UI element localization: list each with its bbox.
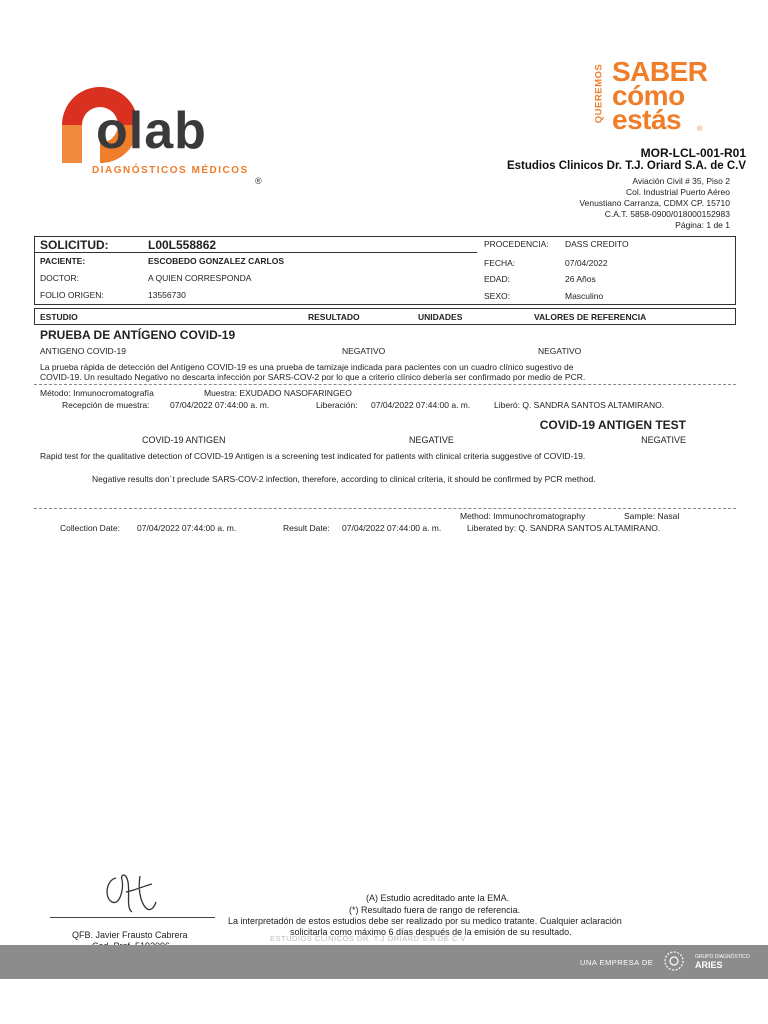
aries-globe-icon bbox=[662, 950, 686, 972]
reception-label: Recepción de muestra: bbox=[62, 400, 150, 410]
footer-note-ema: (A) Estudio acreditado ante la EMA. bbox=[366, 893, 510, 903]
section-divider-1 bbox=[34, 384, 736, 385]
folio-label: FOLIO ORIGEN: bbox=[40, 290, 104, 300]
edad-value: 26 Años bbox=[565, 274, 596, 284]
logo-registered-mark: ® bbox=[255, 176, 262, 186]
doctor-label: DOCTOR: bbox=[40, 273, 80, 283]
footer-company-tag: UNA EMPRESA DE bbox=[580, 958, 654, 967]
test-note-es-line-1: La prueba rápida de detección del Antígeno COVID-19 es una prueba de tamizaje indicada para pacientes con un cuadro clínico sugestivo de bbox=[40, 362, 574, 372]
fecha-value: 07/04/2022 bbox=[565, 258, 608, 268]
address-line-1: Aviación Civil # 35, Piso 2 bbox=[632, 176, 730, 186]
test-name-en: COVID-19 ANTIGEN bbox=[142, 435, 226, 445]
release-date: 07/04/2022 07:44:00 a. m. bbox=[371, 400, 471, 410]
test-title-es: PRUEBA DE ANTÍGENO COVID-19 bbox=[40, 328, 236, 342]
slogan-side-text: QUEREMOS bbox=[593, 63, 605, 124]
footer-note-interpretation: La interpretadón de estos estudios debe ser realizado por su medico tratante. Cualquier aclaración bbox=[228, 916, 622, 926]
patient-info-box bbox=[34, 236, 736, 305]
sexo-value: Masculino bbox=[565, 291, 604, 301]
footer-group-aries: ARIES bbox=[695, 960, 723, 970]
result-date: 07/04/2022 07:44:00 a. m. bbox=[342, 523, 442, 533]
column-valores-referencia: VALORES DE REFERENCIA bbox=[534, 312, 647, 322]
footer-group-small: GRUPO DIAGNÓSTICO bbox=[695, 954, 750, 960]
test-result-es: NEGATIVO bbox=[342, 346, 386, 356]
method-es: Método: Inmunocromatografía bbox=[40, 388, 154, 398]
paciente-label: PACIENTE: bbox=[40, 256, 86, 266]
section-divider-2 bbox=[34, 508, 736, 509]
slogan-registered-mark: ® bbox=[697, 126, 703, 133]
collection-label: Collection Date: bbox=[60, 523, 121, 533]
test-result-en: NEGATIVE bbox=[409, 435, 454, 445]
logo-subtitle: DIAGNÓSTICOS MÉDICOS bbox=[92, 165, 249, 176]
liberated-by-en: Liberated by: Q. SANDRA SANTOS ALTAMIRANO. bbox=[467, 523, 661, 533]
footer-watermark: ESTUDIOS CLINICOS DR. T.J ORIARD S.A DE C.V bbox=[270, 934, 466, 943]
signature-line bbox=[50, 917, 215, 918]
sexo-label: SEXO: bbox=[484, 291, 510, 301]
footer-note-clarification: solicitarla como máximo 6 días después de la emisión de su resultado. bbox=[290, 927, 572, 937]
signer-name: QFB. Javier Frausto Cabrera bbox=[72, 930, 188, 940]
test-note-es-line-2: COVID-19. Un resultado Negativo no descarta infección por SARS-COV-2 por lo que a criterio clínico debería ser confirmado por medio de PCR. bbox=[40, 372, 586, 382]
column-unidades: UNIDADES bbox=[418, 312, 463, 322]
doctor-value: A QUIEN CORRESPONDA bbox=[148, 273, 252, 283]
test-reference-es: NEGATIVO bbox=[538, 346, 582, 356]
edad-label: EDAD: bbox=[484, 274, 510, 284]
solicitud-value: L00L558862 bbox=[148, 238, 217, 252]
page-number: Página: 1 de 1 bbox=[675, 220, 730, 230]
slogan-line-3: estás bbox=[612, 104, 682, 135]
test-note-en-2: Negative results don´t preclude SARS-COV-2 infection, therefore, according to clinical criteria, it should be confirmed by PCR method. bbox=[92, 474, 596, 484]
test-note-en-1: Rapid test for the qualitative detection of COVID-19 Antigen is a screening test indicated for patients with clinical criteria suggestive of COVID-19. bbox=[40, 451, 586, 461]
paciente-value: ESCOBEDO GONZALEZ CARLOS bbox=[148, 256, 285, 266]
released-by-es: Liberó: Q. SANDRA SANTOS ALTAMIRANO. bbox=[494, 400, 665, 410]
document-code: MOR-LCL-001-R01 bbox=[640, 146, 746, 160]
collection-date: 07/04/2022 07:44:00 a. m. bbox=[137, 523, 237, 533]
result-date-label: Result Date: bbox=[283, 523, 330, 533]
company-name: Estudios Clinicos Dr. T.J. Oriard S.A. de C.V bbox=[506, 160, 746, 172]
phone-line: C.A.T. 5858-0900/018000152983 bbox=[604, 209, 730, 219]
reception-date: 07/04/2022 07:44:00 a. m. bbox=[170, 400, 270, 410]
column-resultado: RESULTADO bbox=[308, 312, 360, 322]
slogan-line-2: cómo bbox=[612, 80, 685, 111]
signature-image bbox=[96, 868, 166, 918]
test-title-en: COVID-19 ANTIGEN TEST bbox=[539, 418, 686, 432]
logo-wordmark: olab bbox=[96, 102, 207, 160]
address-line-3: Venustiano Carranza, CDMX CP. 15710 bbox=[579, 198, 730, 208]
solicitud-label: SOLICITUD: bbox=[40, 238, 109, 252]
sample-en: Sample: Nasal bbox=[624, 511, 680, 521]
release-label: Liberación: bbox=[316, 400, 358, 410]
procedencia-label: PROCEDENCIA: bbox=[484, 239, 549, 249]
sample-es: Muestra: EXUDADO NASOFARINGEO bbox=[204, 388, 352, 398]
address-line-2: Col. Industrial Puerto Aéreo bbox=[626, 187, 730, 197]
fecha-label: FECHA: bbox=[484, 258, 516, 268]
procedencia-value: DASS CREDITO bbox=[565, 239, 629, 249]
patient-box-divider bbox=[34, 252, 477, 253]
folio-value: 13556730 bbox=[148, 290, 186, 300]
footer-note-out-of-range: (*) Resultado fuera de rango de referencia. bbox=[349, 905, 521, 915]
column-estudio: ESTUDIO bbox=[40, 312, 78, 322]
slogan-line-1: SABER bbox=[612, 56, 708, 87]
footer-group-name bbox=[695, 954, 750, 970]
method-en: Method: Immunochromatography bbox=[460, 511, 586, 521]
test-name-es: ANTIGENO COVID-19 bbox=[40, 346, 126, 356]
test-reference-en: NEGATIVE bbox=[641, 435, 686, 445]
